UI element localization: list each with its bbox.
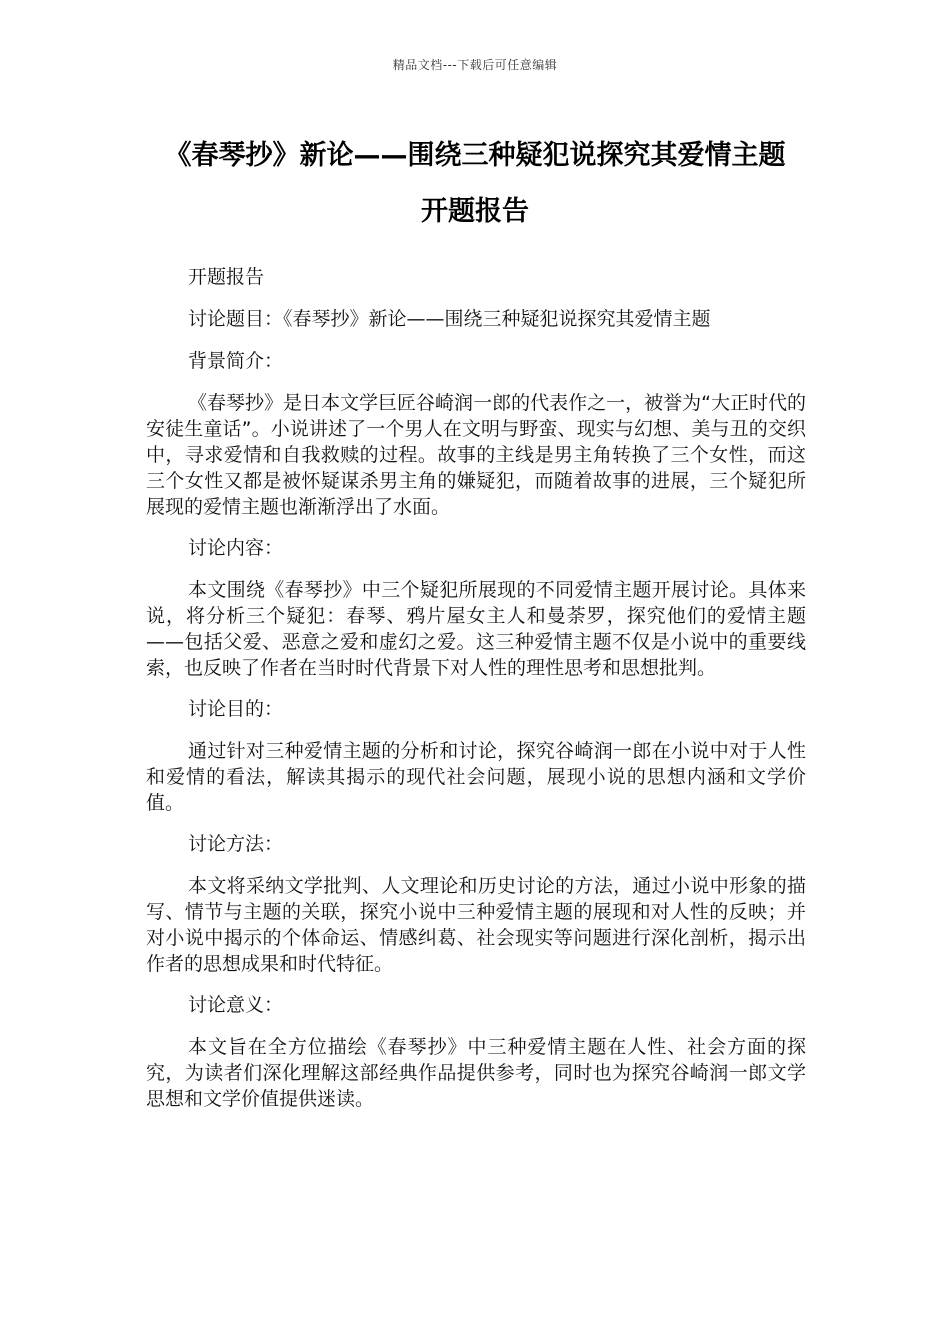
- paragraph-content: 本文围绕《春琴抄》中三个疑犯所展现的不同爱情主题开展讨论。具体来说，将分析三个疑犯：春琴、鸦片屋女主人和曼荼罗，探究他们的爱情主题——包括父爱、恶意之爱和虚幻之爱。这三种爱情主题不仅是小说中的重要线索，也反映了作者在当时时代背景下对人性的理性思考和思想批判。: [146, 579, 806, 679]
- label-report: 开题报告: [188, 266, 265, 288]
- document-title-line1: 《春琴抄》新论——围绕三种疑犯说探究其爱情主题: [164, 140, 786, 171]
- label-method: 讨论方法：: [188, 833, 284, 855]
- paragraph-purpose: 通过针对三种爱情主题的分析和讨论，探究谷崎润一郎在小说中对于人性和爱情的看法，解读其揭示的现代社会问题，展现小说的思想内涵和文学价值。: [146, 740, 806, 814]
- paragraph-background: 《春琴抄》是日本文学巨匠谷崎润一郎的代表作之一，被誉为“大正时代的安徒生童话”。小说讲述了一个男人在文明与野蛮、现实与幻想、美与丑的交织中，寻求爱情和自我救赎的过程。故事的主线是男主角转换了三个女性，而这三个女性又都是被怀疑谋杀男主角的嫌疑犯，而随着故事的进展，三个疑犯所展现的爱情主题也渐渐浮出了水面。: [146, 392, 806, 518]
- paragraph-significance: 本文旨在全方位描绘《春琴抄》中三种爱情主题在人性、社会方面的探究，为读者们深化理解这部经典作品提供参考，同时也为探究谷崎润一郎文学思想和文学价值提供迷读。: [146, 1036, 806, 1110]
- document-title-line2: 开题报告: [421, 196, 529, 227]
- label-content: 讨论内容：: [188, 537, 284, 559]
- document-body: [146, 264, 806, 1127]
- label-purpose: 讨论目的：: [188, 698, 284, 720]
- header-note: 精品文档---下载后可任意编辑: [392, 58, 558, 72]
- label-topic: 讨论题目：《春琴抄》新论——围绕三种疑犯说探究其爱情主题: [188, 308, 711, 330]
- label-background: 背景简介：: [188, 350, 284, 372]
- label-significance: 讨论意义：: [188, 994, 284, 1016]
- paragraph-method: 本文将采纳文学批判、人文理论和历史讨论的方法，通过小说中形象的描写、情节与主题的关联，探究小说中三种爱情主题的展现和对人性的反映；并对小说中揭示的个体命运、情感纠葛、社会现实等问题进行深化剖析，揭示出作者的思想成果和时代特征。: [146, 875, 806, 975]
